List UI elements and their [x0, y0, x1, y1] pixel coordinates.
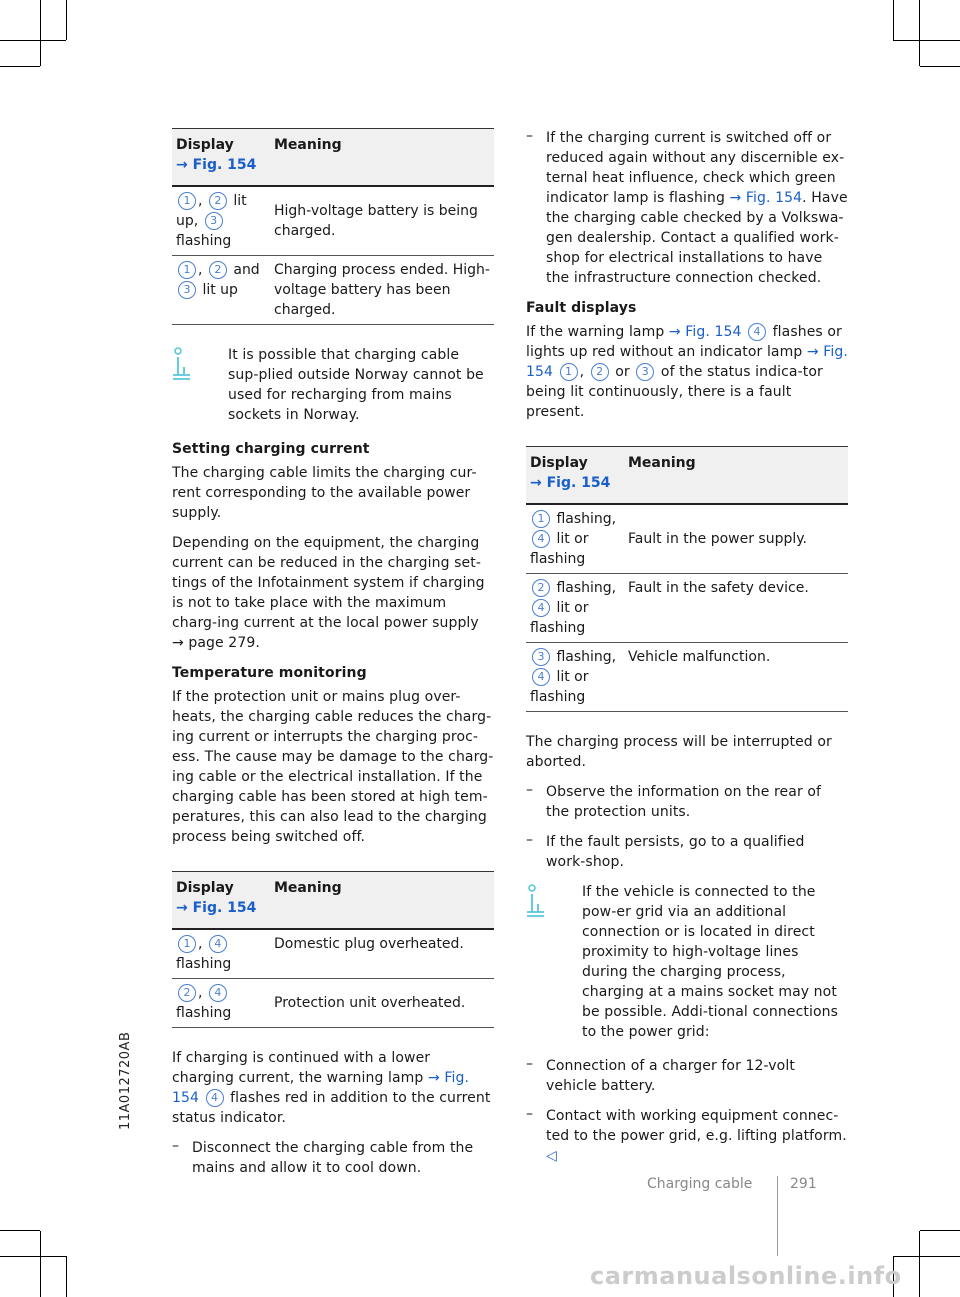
paragraph: If charging is continued with a lower charging current, the warning lamp → Fig. 154 4 flashes red in addition to the current status indicator.	[172, 1050, 491, 1126]
list-item: – Contact with working equipment connec-ted to the power grid, e.g. lifting platform. ◁	[526, 1106, 847, 1164]
page-number: 291	[790, 1176, 817, 1192]
crop-mark	[919, 1231, 920, 1297]
table-row	[526, 643, 848, 712]
overheat-table	[172, 871, 494, 1028]
table-header-row	[526, 447, 848, 505]
fig-reference[interactable]: → Fig. 154	[176, 900, 257, 916]
fig-reference[interactable]: → Fig. 154	[526, 344, 848, 380]
crop-mark	[893, 40, 960, 41]
left-column	[172, 128, 494, 1188]
paragraph: If the warning lamp → Fig. 154 4 flashes or lights up red without an indicator lamp → Fig. 154 1 , 2 or 3 of the status indica-tor being lit continuously, there is a fault present.	[526, 324, 848, 420]
display-cell: 1 , 4 flashing	[172, 929, 270, 979]
list-item: – Observe the information on the rear of the protection units.	[526, 782, 822, 820]
crop-mark	[893, 0, 894, 40]
crop-mark	[920, 1230, 960, 1231]
meaning-cell: Vehicle malfunction.	[624, 643, 848, 712]
section-heading: Fault displays	[526, 300, 637, 316]
fig-reference[interactable]: → Fig. 154	[668, 324, 742, 340]
crop-mark	[920, 66, 960, 67]
display-cell: 1 , 2 lit up, 3 flashing	[172, 186, 270, 256]
crop-mark	[0, 1256, 66, 1257]
meaning-cell: Fault in the power supply.	[624, 504, 848, 574]
list-item: – Connection of a charger for 12-volt vehicle battery.	[526, 1056, 795, 1094]
fig-reference[interactable]: → Fig. 154	[176, 157, 257, 173]
crop-mark	[893, 1256, 960, 1257]
crop-mark	[919, 0, 920, 66]
paragraph: The charging cable limits the charging cur-rent corresponding to the available power supply.	[172, 465, 477, 521]
table-header-row	[172, 872, 494, 930]
list-item: – If the fault persists, go to a qualified work-shop.	[526, 832, 805, 870]
table-row	[526, 574, 848, 643]
table-row	[172, 186, 494, 256]
fig-reference[interactable]: → Fig. 154	[530, 475, 611, 491]
info-note-icon	[172, 347, 192, 381]
meaning-cell: Fault in the safety device.	[624, 574, 848, 643]
header-display: Display → Fig. 154	[172, 129, 270, 187]
display-cell: 1 , 2 and 3 lit up	[172, 256, 270, 325]
charging-status-table	[172, 128, 494, 325]
table-row	[172, 256, 494, 325]
meaning-cell: High-voltage battery is being charged.	[270, 186, 494, 256]
crop-mark	[66, 0, 67, 40]
header-meaning: Meaning	[270, 129, 494, 187]
page-reference[interactable]: → page 279.	[172, 635, 260, 651]
crop-mark	[0, 40, 66, 41]
info-note-icon	[526, 884, 546, 918]
note-text: If the vehicle is connected to the pow-er grid via an additional connection or is located in direct proximity to high-voltage lines during the charging process, charging at a mains socket may not be possible. Addi-tional connections to the power grid:	[582, 884, 838, 1040]
note-block	[172, 345, 494, 425]
display-cell: 3 flashing, 4 lit or flashing	[526, 643, 624, 712]
header-display: Display → Fig. 154	[172, 872, 270, 930]
table-header-row	[172, 129, 494, 187]
section-heading: Setting charging current	[172, 441, 370, 457]
section-heading: Temperature monitoring	[172, 665, 367, 681]
meaning-cell: Protection unit overheated.	[270, 979, 494, 1028]
crop-mark	[0, 1230, 40, 1231]
footer-divider	[777, 1176, 778, 1256]
list-item: – If the charging current is switched off or reduced again without any discernible ex-ternal heat influence, check which green indicator lamp is flashing → Fig. 154. Have the charging cable checked by a Volkswa-gen dealership. Contact a qualified work-shop for electrical installations to have the infrastructure connection checked.	[526, 128, 848, 286]
display-cell: 1 flashing, 4 lit or flashing	[526, 504, 624, 574]
display-cell: 2 , 4 flashing	[172, 979, 270, 1028]
header-meaning: Meaning	[270, 872, 494, 930]
meaning-cell: Domestic plug overheated.	[270, 929, 494, 979]
footer-section: Charging cable	[647, 1176, 753, 1192]
fig-reference[interactable]: → Fig. 154	[729, 190, 803, 206]
end-of-section-icon: ◁	[546, 1148, 557, 1164]
crop-mark	[40, 0, 41, 66]
table-row	[172, 929, 494, 979]
display-cell: 2 flashing, 4 lit or flashing	[526, 574, 624, 643]
note-block	[526, 882, 848, 1042]
document-code: 11A012720AB	[118, 1031, 133, 1130]
note-text: It is possible that charging cable sup-plied outside Norway cannot be used for recharging from mains sockets in Norway.	[228, 347, 484, 423]
paragraph: If the protection unit or mains plug over-heats, the charging cable reduces the charg-ing current or interrupts the charging proc-ess. The cause may be damage to the charg-ing cable or the electrical installation. If the charging cable has been stored at high tem-peratures, this can also lead to the charging process being switched off.	[172, 689, 494, 845]
table-row	[172, 979, 494, 1028]
crop-mark	[40, 1231, 41, 1297]
table-row	[526, 504, 848, 574]
fault-table	[526, 446, 848, 712]
paragraph: Depending on the equipment, the charging current can be reduced in the charging set-tings of the Infotainment system if charging is not to take place with the maximum charg-ing current at the local power supply → page 279.	[172, 535, 485, 651]
crop-mark	[0, 66, 40, 67]
right-column	[526, 128, 848, 1176]
crop-mark	[66, 1256, 67, 1297]
header-meaning: Meaning	[624, 447, 848, 505]
fig-reference[interactable]: → Fig. 154	[172, 1070, 470, 1106]
header-display: Display → Fig. 154	[526, 447, 624, 505]
watermark: carmanualsonline.info	[590, 1262, 902, 1290]
paragraph: The charging process will be interrupted or aborted.	[526, 734, 832, 770]
list-item: – Disconnect the charging cable from the mains and allow it to cool down.	[172, 1138, 474, 1176]
meaning-cell: Charging process ended. High-voltage battery has been charged.	[270, 256, 494, 325]
